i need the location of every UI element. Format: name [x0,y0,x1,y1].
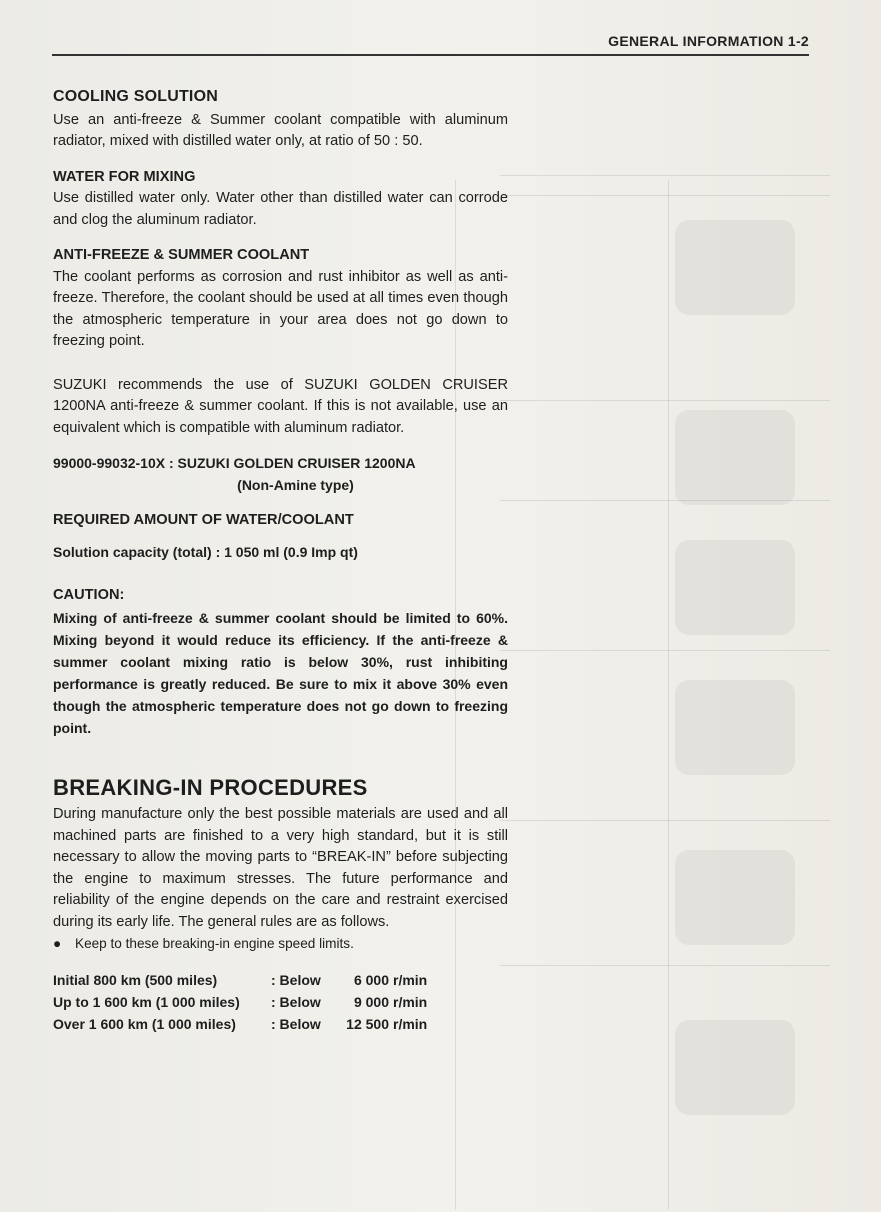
breaking-in-heading: BREAKING-IN PROCEDURES [53,774,368,800]
limit-unit: r/min [393,971,428,988]
breaking-in-bullet [53,933,508,955]
limit-range: Initial 800 km (500 miles) [53,971,218,988]
cooling-solution-text: Use an anti-freeze & Summer coolant compatible with aluminum radiator, mixed with distilled water only, at ratio of 50 : 50. [53,111,508,149]
limit-range: Up to 1 600 km (1 000 miles) [53,993,240,1010]
solution-capacity: Solution capacity (total) : 1 050 ml (0.9 Imp qt) [53,543,358,560]
main-column [53,86,508,1035]
page-header [52,33,809,53]
water-for-mixing-heading: WATER FOR MIXING [53,168,196,185]
anti-freeze-text: The coolant performs as corrosion and rust inhibitor as well as anti-freeze. Therefore, the coolant should be used at all times even though the atmospheric temperature in your area does not go down to freezing point. [53,268,508,349]
limit-unit: r/min [393,993,428,1010]
anti-freeze-heading: ANTI-FREEZE & SUMMER COOLANT [53,247,310,263]
speed-limit-table [53,969,427,1035]
breaking-in-text: During manufacture only the best possible materials are used and all machined parts are finished to a very high standard, but it is still necessary to allow the moving parts to “BREAK-IN” before subjecting the engine to maximum stresses. The future performance and reliability of the engine depends on the care and restraint exercised during its early life. The general rules are as follows. [53,806,508,930]
limit-rpm: 6 000 [353,971,389,988]
coolant-part-number: 99000-99032-10X : SUZUKI GOLDEN CRUISER 1200NA [53,455,416,471]
limit-rpm: 12 500 [346,1015,389,1032]
water-for-mixing-text: Use distilled water only. Water other than distilled water can corrode and clog the aluminum radiator. [53,190,508,228]
limit-rpm: 9 000 [353,993,389,1010]
bullet-text: Keep to these breaking-in engine speed limits. [75,936,354,951]
limit-comparison: : Below [271,993,321,1010]
limit-unit: r/min [393,1015,428,1032]
header-rule [52,54,809,56]
limit-comparison: : Below [271,1015,321,1032]
table-row [53,991,427,1013]
table-row [53,1013,427,1035]
cooling-solution-heading: COOLING SOLUTION [53,88,218,105]
required-amount-heading: REQUIRED AMOUNT OF WATER/COOLANT [53,512,354,528]
table-row [53,969,427,991]
caution-heading: CAUTION: [53,587,125,603]
limit-comparison: : Below [271,971,321,988]
header-title: GENERAL INFORMATION 1-2 [608,33,809,49]
bullet-icon: ● [53,936,62,951]
reverse-side-bleed-through [500,60,830,1160]
coolant-type: (Non-Amine type) [237,476,354,493]
limit-range: Over 1 600 km (1 000 miles) [53,1015,236,1032]
caution-text: Mixing of anti-freeze & summer coolant should be limited to 60%. Mixing beyond it would reduce its efficiency. If the anti-freeze & summer coolant mixing ratio is below 30%, rust inhibiting performance is greatly reduced. Be sure to mix it above 30% even though the atmospheric temperature does not go down to freezing point. [53,609,508,736]
suzuki-recommendation-text: SUZUKI recommends the use of SUZUKI GOLDEN CRUISER 1200NA anti-freeze & summer coolant. If this is not available, use an equivalent which is compatible with aluminum radiator. [53,376,508,436]
